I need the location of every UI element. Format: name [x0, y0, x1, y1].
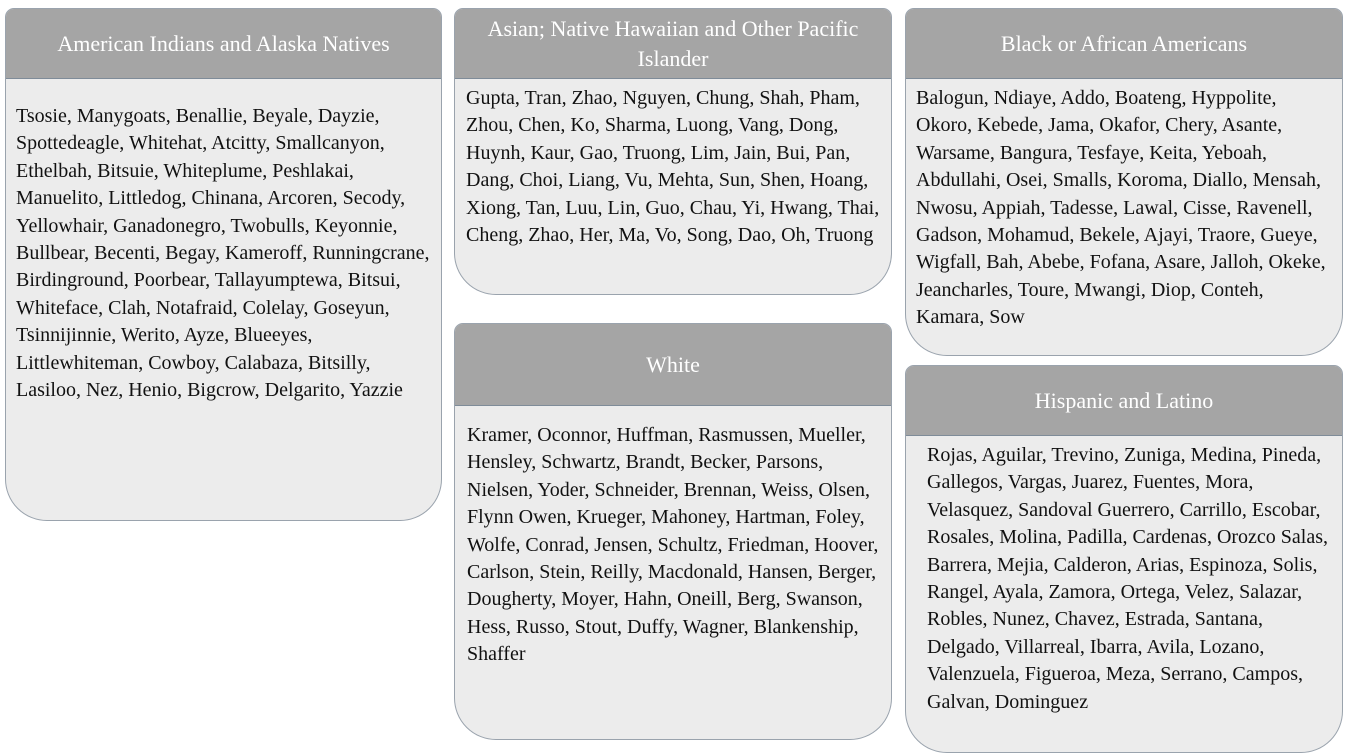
- card-white: [454, 323, 892, 740]
- card-title: American Indians and Alaska Natives: [6, 9, 441, 79]
- card-title: White: [455, 324, 891, 406]
- card-name-list: Rojas, Aguilar, Trevino, Zuniga, Medina, Pineda, Gallegos, Vargas, Juarez, Fuentes, Mora, Velasquez, Sandoval Guerrero, Carrillo, Escobar, Rosales, Molina, Padilla, Cardenas, Orozco Salas, Barrera, Mejia, Calderon, Arias, Espinoza, Solis, Rangel, Ayala, Zamora, Ortega, Velez, Salazar, Robles, Nunez, Chavez, Estrada, Santana, Delgado, Villarreal, Ibarra, Avila, Lozano, Valenzuela, Figueroa, Meza, Serrano, Campos, Galvan, Dominguez: [927, 444, 1329, 713]
- card-name-list: Balogun, Ndiaye, Addo, Boateng, Hyppolite, Okoro, Kebede, Jama, Okafor, Chery, Asante, Warsame, Bangura, Tesfaye, Keita, Yeboah, Abdullahi, Osei, Smalls, Koroma, Diallo, Mensah, Nwosu, Appiah, Tadesse, Lawal, Cisse, Ravenell, Gadson, Mohamud, Bekele, Ajayi, Traore, Gueye, Wigfall, Bah, Abebe, Fofana, Asare, Jalloh, Okeke, Jeancharles, Toure, Mwangi, Diop, Conteh, Kamara, Sow: [916, 87, 1326, 329]
- card-black-african-american: [905, 8, 1343, 356]
- card-asian-pacific-islander: [454, 8, 892, 295]
- card-title: Hispanic and Latino: [906, 366, 1342, 436]
- card-american-indians: [5, 8, 442, 521]
- card-name-list: Kramer, Oconnor, Huffman, Rasmussen, Mueller, Hensley, Schwartz, Brandt, Becker, Parsons, Nielsen, Yoder, Schneider, Brennan, Weiss, Olsen, Flynn Owen, Krueger, Mahoney, Hartman, Foley, Wolfe, Conrad, Jensen, Schultz, Friedman, Hoover, Carlson, Stein, Reilly, Macdonald, Hansen, Berger, Dougherty, Moyer, Hahn, Oneill, Berg, Swanson, Hess, Russo, Stout, Duffy, Wagner, Blankenship, Shaffer: [467, 424, 879, 666]
- card-hispanic-latino: [905, 365, 1343, 753]
- card-title: Asian; Native Hawaiian and Other Pacific Islander: [455, 9, 891, 79]
- card-title: Black or African Americans: [906, 9, 1342, 79]
- card-name-list: Tsosie, Manygoats, Benallie, Beyale, Dayzie, Spottedeagle, Whitehat, Atcitty, Smallcanyon, Ethelbah, Bitsuie, Whiteplume, Peshlakai, Manuelito, Littledog, Chinana, Arcoren, Secody, Yellowhair, Ganadonegro, Twobulls, Keyonnie, Bullbear, Becenti, Begay, Kameroff, Runningcrane, Birdinground, Poorbear, Tallayumptewa, Bitsui, Whiteface, Clah, Notafraid, Colelay, Goseyun, Tsinnijinnie, Werito, Ayze, Blueeyes, Littlewhiteman, Cowboy, Calabaza, Bitsilly, Lasiloo, Nez, Henio, Bigcrow, Delgarito, Yazzie: [16, 105, 430, 402]
- card-name-list: Gupta, Tran, Zhao, Nguyen, Chung, Shah, Pham, Zhou, Chen, Ko, Sharma, Luong, Vang, Dong, Huynh, Kaur, Gao, Truong, Lim, Jain, Bui, Pan, Dang, Choi, Liang, Vu, Mehta, Sun, Shen, Hoang, Xiong, Tan, Luu, Lin, Guo, Chau, Yi, Hwang, Thai, Cheng, Zhao, Her, Ma, Vo, Song, Dao, Oh, Truong: [466, 87, 880, 247]
